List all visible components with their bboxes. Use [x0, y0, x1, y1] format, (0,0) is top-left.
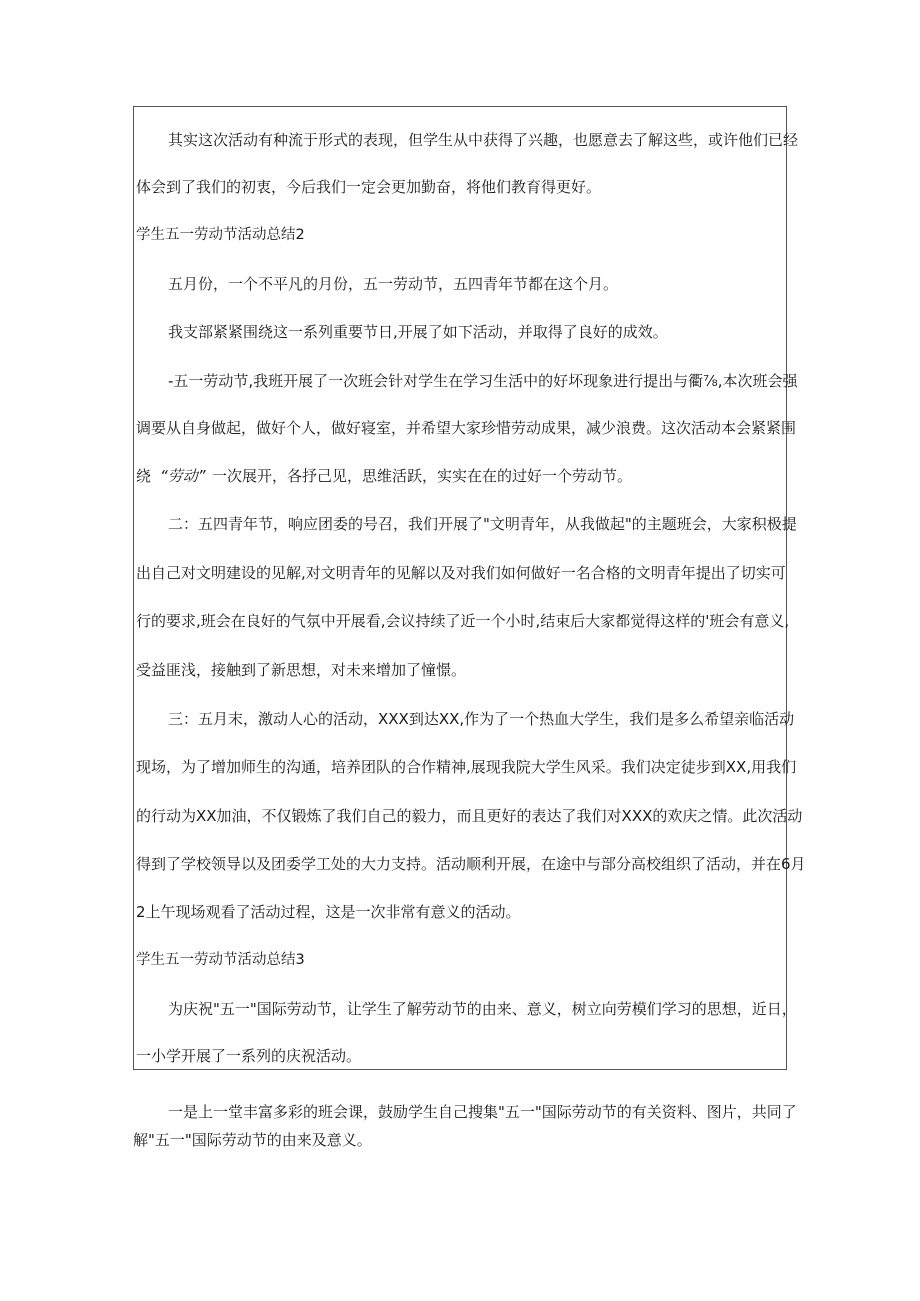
paragraph-line: 现场，为了增加师生的沟通，培养团队的合作精神,展现我院大学生风采。我们决定徒步到XX,用我们 — [136, 758, 797, 776]
paragraph-line: 体会到了我们的初衷，今后我们一定会更加勤奋，将他们教育得更好。 — [136, 178, 602, 196]
paragraph-line: 解"五一"国际劳动节的由来及意义。 — [133, 1131, 372, 1149]
paragraph-line-rest: 一次展开，各抒己见，思维活跃，实实在在的过好一个劳动节。 — [212, 467, 633, 485]
paragraph-line: 行的要求,班会在良好的气氛中开展看,会议持续了近一个小时,结束后大家都觉得这样的'班会有意义, — [136, 612, 790, 630]
paragraph-line: 受益匪浅，接触到了新思想，对未来增加了憧憬。 — [136, 661, 467, 679]
paragraph-line: 一是上一堂丰富多彩的班会课，鼓励学生自己搜集"五一"国际劳动节的有关资料、图片，共同了 — [168, 1103, 797, 1121]
paragraph-line: 五月份，一个不平凡的月份，五一劳动节，五四青年节都在这个月。 — [168, 275, 619, 293]
paragraph-line: 为庆祝"五一"国际劳动节，让学生了解劳动节的由来、意义，树立向劳模们学习的思想，近日， — [168, 1000, 797, 1018]
paragraph-line: 的行动为XX加油，不仅锻炼了我们自己的毅力，而且更好的表达了我们对XXX的欢庆之情。此次活动 — [136, 807, 803, 825]
paragraph-line: 出自己对文明建设的见解,对文明青年的见解以及对我们如何做好一名合格的文明青年提出了切实可 — [136, 564, 786, 582]
bordered-text-box — [133, 106, 806, 1070]
quoted-word: “劳动” — [160, 467, 206, 485]
paragraph-line: 得到了学校领导以及团委学工处的大力支持。活动顺利开展，在途中与部分高校组织了活动，并在6月 — [136, 855, 806, 873]
paragraph-line: 我支部紧紧围绕这一系列重要节日,开展了如下活动，并取得了良好的成效。 — [168, 323, 668, 341]
paragraph-line: -五一劳动节,我班开展了一次班会针对学生在学习生活中的好坏现象进行提出与衢⅞,本次班会强 — [168, 372, 798, 390]
paragraph-line: 二：五四青年节，响应团委的号召，我们开展了"文明青年，从我做起"的主题班会，大家积极提 — [168, 515, 797, 533]
paragraph-line: 调要从自身做起，做好个人，做好寝室，并希望大家珍惜劳动成果，减少浪费。这次活动本会紧紧围 — [136, 419, 797, 437]
section-heading: 学生五一劳动节活动总结3 — [136, 952, 305, 968]
section-heading: 学生五一劳动节活动总结2 — [136, 227, 305, 243]
paragraph-line-start: 绕 — [136, 467, 152, 485]
paragraph-line: 一小学开展了一系列的庆祝活动。 — [136, 1047, 362, 1065]
paragraph-line: 其实这次活动有种流于形式的表现，但学生从中获得了兴趣，也愿意去了解这些，或许他们已经 — [168, 131, 799, 149]
paragraph-line: 2上午现场观看了活动过程，这是一次非常有意义的活动。 — [136, 903, 521, 921]
paragraph-line: 三：五月末，激动人心的活动，XXX到达XX,作为了一个热血大学生，我们是多么希望亲临活动 — [168, 710, 795, 728]
